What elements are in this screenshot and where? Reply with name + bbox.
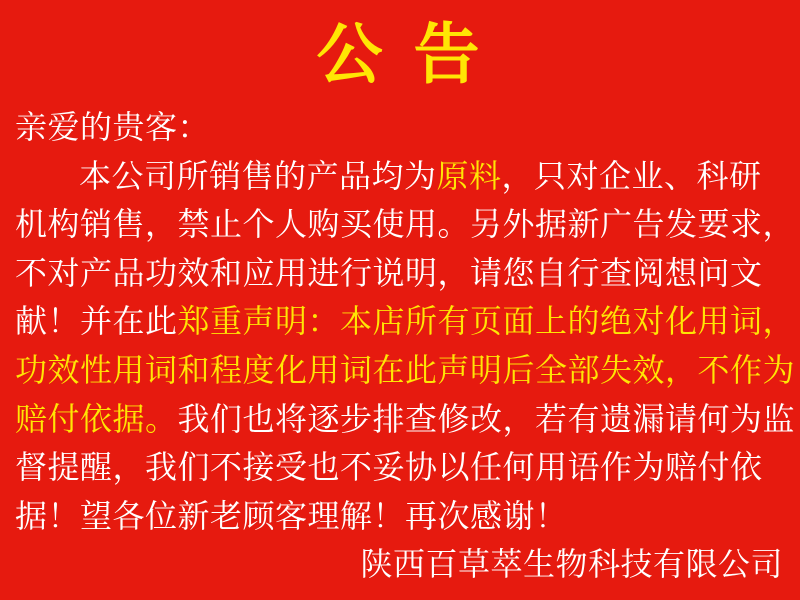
notice-text: 本公司所销售的产品均为 [79, 156, 437, 195]
notice-line [15, 395, 796, 444]
notice-text: 献！并在此 [15, 302, 178, 341]
notice-text: ，只对企业、科研 [501, 156, 762, 195]
highlighted-text: 赔付依据。 [15, 399, 178, 438]
notice-text: 不对产品功效和应用进行说明，请您自行查阅想问文 [15, 253, 763, 292]
notice-text: 督提醒，我们不接受也不妥协以任何用语作为赔付依 [15, 448, 763, 487]
company-name: 陕西百草萃生物科技有限公司 [360, 545, 783, 584]
notice-line [15, 346, 796, 395]
notice-line-salutation [15, 103, 785, 152]
highlighted-text: 功效性用词和程度化用词在此声明后全部失效，不作为 [15, 350, 796, 389]
notice-text: 机构销售，禁止个人购买使用。另外据新广告发要求， [15, 205, 796, 244]
notice-line [15, 249, 785, 298]
notice-text: 据！望各位新老顾客理解！再次感谢！ [15, 496, 568, 535]
notice-line [15, 200, 796, 249]
announcement-body [0, 100, 800, 589]
notice-line [15, 152, 785, 201]
announcement-title: 公 告 [316, 16, 484, 93]
notice-text: 我们也将逐步排查修改，若有遗漏请何为监 [177, 399, 796, 438]
notice-text: 亲爱的贵客： [15, 108, 211, 146]
notice-line [15, 443, 785, 492]
highlighted-text: 郑重声明：本店所有页面上的绝对化用词， [177, 302, 796, 341]
notice-line [15, 297, 796, 346]
highlighted-text: 原料 [436, 156, 502, 195]
notice-line [15, 492, 785, 541]
company-signature [15, 540, 785, 589]
